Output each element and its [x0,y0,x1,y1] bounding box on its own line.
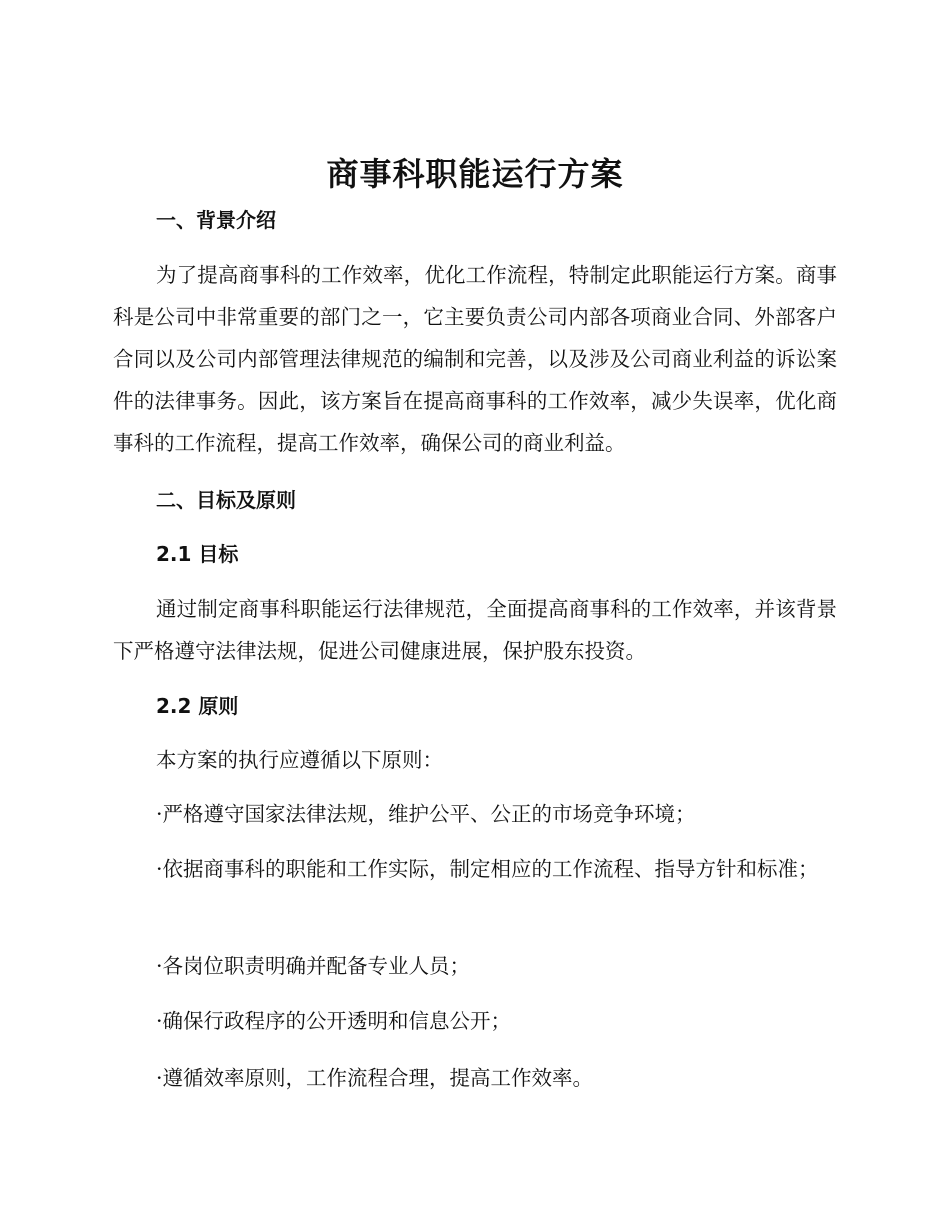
principle-item [113,1057,837,1099]
goal-paragraph: 通过制定商事科职能运行法律规范，全面提高商事科的工作效率，并该背景下严格遵守法律法规，促进公司健康进展，保护股东投资。 [113,597,837,663]
bullet-dot-icon: · [156,1066,163,1090]
section-heading-background: 一、背景介绍 [156,208,276,232]
principle-item-text: 遵循效率原则，工作流程合理，提高工作效率。 [162,1066,594,1090]
bullet-dot-icon: · [156,802,163,826]
principle-item [113,848,837,890]
principle-item [113,1000,837,1042]
bullet-dot-icon: · [156,857,163,881]
background-paragraph: 为了提高商事科的工作效率，优化工作流程，特制定此职能运行方案。商事科是公司中非常重要的部门之一，它主要负责公司内部各项商业合同、外部客户合同以及公司内部管理法律规范的编制和完善，以及涉及公司商业利益的诉讼案件的法律事务。因此，该方案旨在提高商事科的工作效率，减少失误率，优化商事科的工作流程，提高工作效率，确保公司的商业利益。 [113,263,837,455]
principle-item [113,945,837,987]
document-title: 商事科职能运行方案 [326,155,624,193]
principle-item [113,793,837,835]
bullet-dot-icon: · [156,954,163,978]
principle-item-text: 确保行政程序的公开透明和信息公开； [162,1009,512,1033]
principle-item-text: 依据商事科的职能和工作实际，制定相应的工作流程、指导方针和标准； [162,857,819,881]
subsection-heading-principles: 2.2 原则 [156,694,239,718]
principle-item-text: 各岗位职责明确并配备专业人员； [162,954,471,978]
principle-item-text: 严格遵守国家法律法规，维护公平、公正的市场竞争环境； [162,802,696,826]
bullet-dot-icon: · [156,1009,163,1033]
section-heading-goals-principles: 二、目标及原则 [156,488,296,512]
principles-intro: 本方案的执行应遵循以下原则： [156,748,443,772]
subsection-heading-goal: 2.1 目标 [156,542,239,566]
